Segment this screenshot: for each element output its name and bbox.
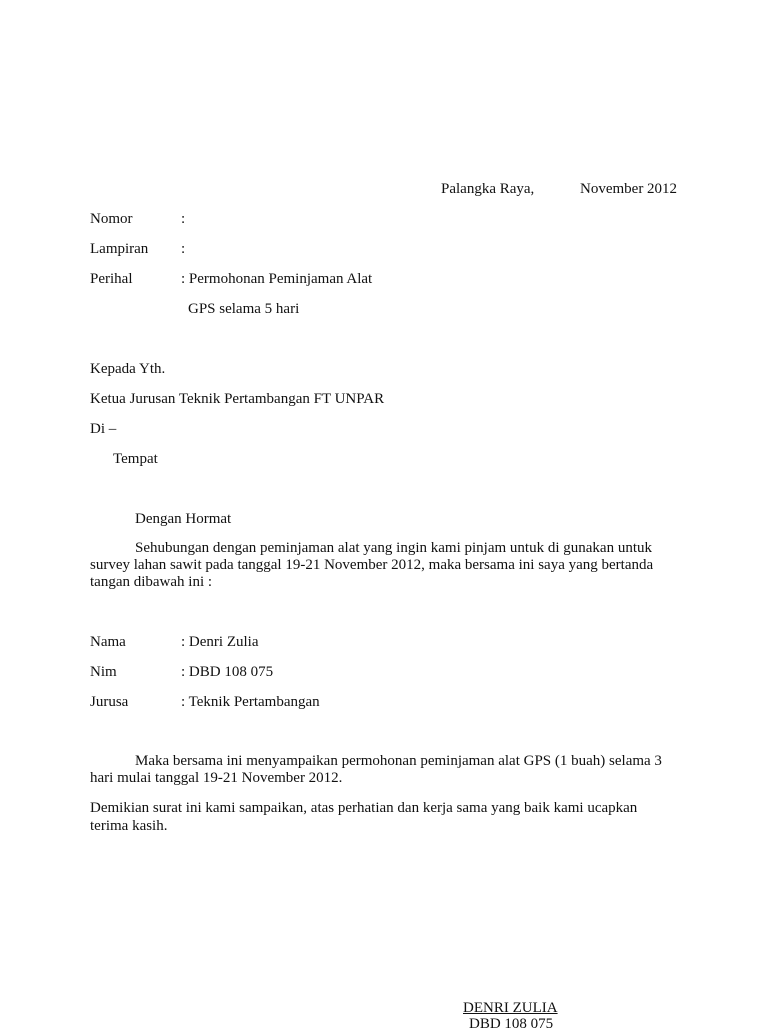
salutation: Dengan Hormat bbox=[135, 511, 232, 527]
nama-value: : Denri Zulia bbox=[181, 634, 259, 650]
signature-id: DBD 108 075 bbox=[469, 1016, 554, 1032]
intro-paragraph-line1: Sehubungan dengan peminjaman alat yang ingin kami pinjam untuk di gunakan untuk bbox=[135, 540, 652, 556]
recipient-place: Tempat bbox=[113, 451, 158, 467]
recipient-greeting: Kepada Yth. bbox=[90, 361, 166, 377]
lampiran-value: : bbox=[181, 241, 186, 257]
recipient-at: Di – bbox=[90, 421, 117, 437]
intro-paragraph-line2: survey lahan sawit pada tanggal 19-21 November 2012, maka bersama ini saya yang bertanda bbox=[90, 557, 654, 573]
closing-paragraph-line1: Demikian surat ini kami sampaikan, atas perhatian dan kerja sama yang baik kami ucapkan bbox=[90, 800, 638, 816]
signature-name: DENRI ZULIA bbox=[463, 1000, 558, 1016]
letter-date: November 2012 bbox=[580, 181, 678, 197]
jurusan-label: Jurusa bbox=[90, 694, 129, 710]
request-paragraph-line1: Maka bersama ini menyampaikan permohonan peminjaman alat GPS (1 buah) selama 3 bbox=[135, 753, 662, 769]
perihal-label: Perihal bbox=[90, 271, 133, 287]
nomor-label: Nomor bbox=[90, 211, 133, 227]
nim-value: : DBD 108 075 bbox=[181, 664, 274, 680]
request-paragraph-line2: hari mulai tanggal 19-21 November 2012. bbox=[90, 770, 343, 786]
letter-place: Palangka Raya, bbox=[441, 181, 535, 197]
nim-label: Nim bbox=[90, 664, 117, 680]
closing-paragraph-line2: terima kasih. bbox=[90, 818, 168, 834]
perihal-value-continued: GPS selama 5 hari bbox=[188, 301, 300, 317]
perihal-value: : Permohonan Peminjaman Alat bbox=[181, 271, 373, 287]
nama-label: Nama bbox=[90, 634, 126, 650]
recipient-title: Ketua Jurusan Teknik Pertambangan FT UNPAR bbox=[90, 391, 385, 407]
nomor-value: : bbox=[181, 211, 186, 227]
jurusan-value: : Teknik Pertambangan bbox=[181, 694, 320, 710]
intro-paragraph-line3: tangan dibawah ini : bbox=[90, 574, 213, 590]
lampiran-label: Lampiran bbox=[90, 241, 149, 257]
